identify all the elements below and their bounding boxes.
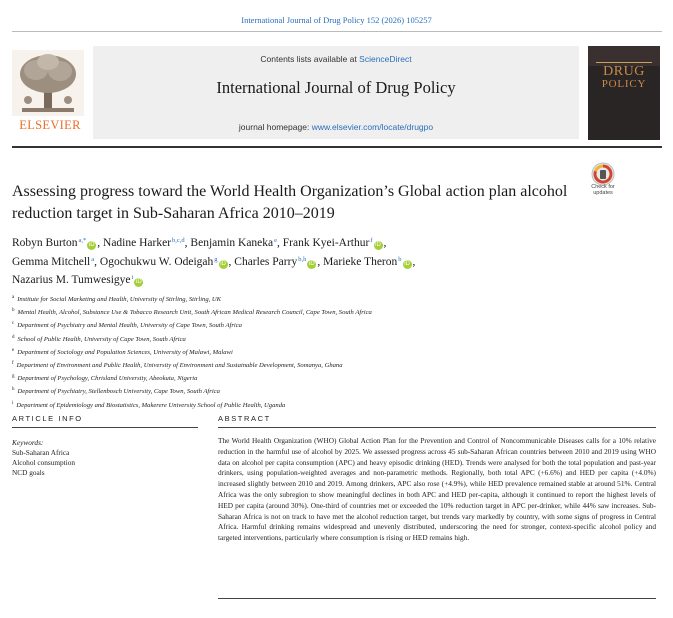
affiliation-key: i xyxy=(12,400,14,406)
header-top-rule xyxy=(12,31,662,32)
author-name[interactable]: Frank Kyei-Arthur xyxy=(282,237,370,249)
journal-citation[interactable]: International Journal of Drug Policy 152 (2026) 105257 xyxy=(241,15,432,25)
sciencedirect-link[interactable]: ScienceDirect xyxy=(359,54,412,64)
affiliation-item xyxy=(12,305,652,318)
author-affiliation-marker[interactable]: b,c,d xyxy=(172,237,185,244)
article-info-rule xyxy=(12,427,198,428)
author-affiliation-marker[interactable]: g xyxy=(214,255,218,263)
orcid-icon[interactable]: iD xyxy=(88,242,95,248)
cover-title-drug: DRUG xyxy=(603,64,645,79)
affiliation-item xyxy=(12,332,652,345)
orcid-icon[interactable]: iD xyxy=(375,242,381,248)
journal-cover[interactable] xyxy=(588,46,660,140)
cover-title-policy: POLICY xyxy=(601,78,647,90)
orcid-icon[interactable]: iD xyxy=(220,260,226,267)
author-separator: , xyxy=(317,255,321,268)
author-name[interactable]: Robyn Burton xyxy=(12,237,78,249)
affiliation-list xyxy=(12,292,652,411)
author-name[interactable]: Benjamin Kaneka xyxy=(190,237,274,249)
keyword-item: Sub-Saharan Africa xyxy=(12,448,70,457)
affiliation-key: f xyxy=(12,361,14,367)
affiliation-key: g xyxy=(12,374,15,380)
orcid-icon[interactable]: iD xyxy=(404,260,410,267)
journal-homepage-link[interactable]: www.elsevier.com/locate/drugpo xyxy=(311,122,434,132)
author-affiliation-marker[interactable]: f xyxy=(370,237,373,244)
affiliation-key: h xyxy=(12,387,15,393)
affiliation-item xyxy=(12,371,652,384)
affiliation-text: Mental Health, Alcohol, Substance Use & Tobacco Research Unit, South African Medical Research Council, Cape Town, South Africa xyxy=(17,309,372,317)
abstract-text: The World Health Organization (WHO) Global Action Plan for the Prevention and Control of Noncommunicable Diseases calls for a 10% relative reduction in the harmful use of alcohol by 2025. We assessed progress across 45 sub-Saharan African countries between 2010 and 2019 using WHO data on alcohol per capita consumption (APC) and heavy episodic drinking (HED). Trends were analysed for both the total population and past-year drinkers, using population-weighted averages and non-parametric methods. Regionally, both total APC (+6.6%) and HED per capita (+4.0%) increased slightly between 2010 and 2019. Among drinkers, APC also rose (+4.9%), while HED prevalence remained stable at around 51%. Central Africa was the only subregion to show meaningful declines in both APC and HED per-capita, although it continued to report the highest levels of HED per capita (around 30%). One-third of countries met or exceeded the 10% reduction target in APC per-drinker, while 44% saw increases. Sub-Saharan Africa is not on track to have met the alcohol reduction target, but trends vary markedly by country, with some signs of progress in Central Africa. Harmful drinking remains widespread and unevenly distributed, underscoring the need for stronger, context-specific alcohol policy and targeted interventions, particularly where consumption is rising or HED remains high. xyxy=(218,436,656,543)
author-separator: , xyxy=(184,237,188,249)
affiliation-item xyxy=(12,345,652,358)
contents-prefix: Contents lists available at xyxy=(260,54,357,64)
affiliation-text: Institute for Social Marketing and Health, University of Stirling, Stirling, UK xyxy=(17,296,222,303)
author-name[interactable]: Ogochukwu W. Odeigah xyxy=(99,255,214,268)
affiliation-item xyxy=(12,384,652,397)
author-affiliation-marker[interactable]: b,h xyxy=(298,255,307,263)
keyword-item: NCD goals xyxy=(12,468,45,477)
author-affiliation-marker[interactable]: i xyxy=(131,274,134,281)
author-separator: , xyxy=(383,237,387,249)
author-separator: , xyxy=(412,255,416,268)
author-affiliation-marker[interactable]: a,* xyxy=(78,237,87,244)
contents-line xyxy=(93,54,579,64)
affiliation-text: Department of Environment and Public Health, University of Environment and Sustainable Development, Somanya, Ghana xyxy=(16,362,343,370)
affiliation-key: c xyxy=(12,321,15,327)
author-separator: , xyxy=(97,237,101,249)
keyword-item: Alcohol consumption xyxy=(12,458,76,467)
cover-top-band xyxy=(588,46,660,66)
journal-banner xyxy=(93,46,579,139)
publisher-wordmark[interactable]: ELSEVIER xyxy=(19,118,81,132)
affiliation-text: Department of Epidemiology and Biostatistics, Makerere University School of Public Health, Uganda xyxy=(16,401,286,409)
affiliation-text: Department of Sociology and Population Sciences, University of Malawi, Malawi xyxy=(17,348,233,356)
affiliation-text: Department of Psychiatry and Mental Health, University of Cape Town, South Africa xyxy=(17,322,242,330)
author-separator: , xyxy=(277,237,280,249)
author-line-3 xyxy=(12,270,572,289)
article-info-heading: ARTICLE INFO xyxy=(12,414,83,423)
abstract-rule xyxy=(218,427,656,428)
affiliation-key: d xyxy=(12,334,15,340)
author-affiliation-marker[interactable]: e xyxy=(274,237,278,244)
author-name[interactable]: Gemma Mitchell xyxy=(12,255,91,268)
affiliation-key: b xyxy=(12,308,15,314)
article-title: Assessing progress toward the World Health Organization’s Global action plan alcohol reduction target in Sub-Saharan Africa 2010–2019 xyxy=(12,183,568,222)
author-name[interactable]: Nazarius M. Tumwesigye xyxy=(12,274,131,286)
orcid-icon[interactable]: iD xyxy=(135,279,142,285)
affiliation-key: a xyxy=(12,295,15,300)
author-affiliation-marker[interactable]: a xyxy=(91,255,95,263)
check-for-updates-label[interactable]: Check for updates xyxy=(591,184,615,196)
affiliation-text: Department of Psychology, Chrisland University, Abeokuta, Nigeria xyxy=(17,375,198,383)
affiliation-item xyxy=(12,318,652,331)
abstract-heading: ABSTRACT xyxy=(218,414,271,423)
author-separator: , xyxy=(94,255,98,268)
affiliation-item xyxy=(12,398,652,411)
author-name[interactable]: Charles Parry xyxy=(234,255,298,268)
affiliation-item xyxy=(12,292,652,305)
affiliation-key: e xyxy=(12,347,15,353)
journal-title: International Journal of Drug Policy xyxy=(216,78,456,97)
author-list xyxy=(12,233,572,289)
author-separator: , xyxy=(228,255,232,268)
keywords-label: Keywords: xyxy=(12,438,44,447)
abstract-bottom-rule xyxy=(218,598,656,599)
author-line-2 xyxy=(12,252,572,271)
orcid-icon[interactable]: iD xyxy=(308,260,315,267)
homepage-prefix: journal homepage: xyxy=(238,122,310,132)
cover-divider xyxy=(596,62,652,63)
header-bottom-rule xyxy=(12,146,662,148)
affiliation-text: School of Public Health, University of Cape Town, South Africa xyxy=(17,335,186,343)
author-name[interactable]: Nadine Harker xyxy=(103,237,172,249)
author-affiliation-marker[interactable]: b xyxy=(398,255,402,263)
author-line-1 xyxy=(12,233,572,252)
keywords-block xyxy=(12,438,192,478)
affiliation-item xyxy=(12,358,652,371)
affiliation-text: Department of Psychiatry, Stellenbosch University, Cape Town, South Africa xyxy=(17,388,220,396)
journal-homepage-line xyxy=(93,122,579,132)
author-name[interactable]: Marieke Theron xyxy=(323,255,398,268)
